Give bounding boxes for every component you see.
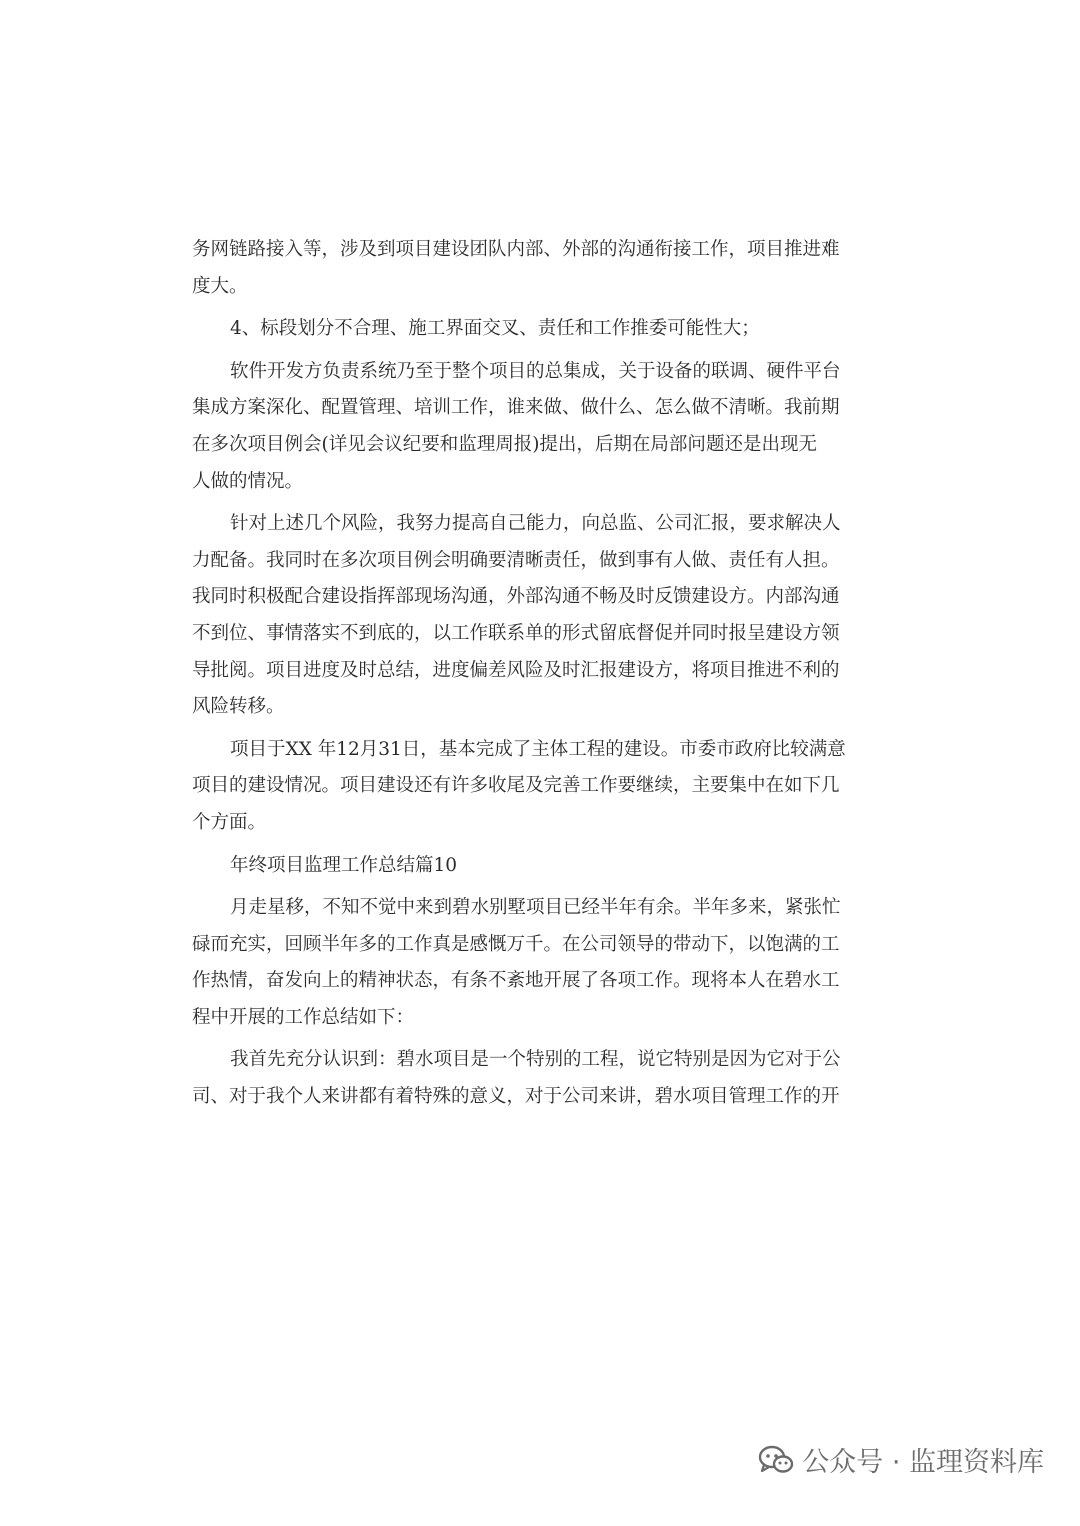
text-line: 程中开展的工作总结如下： bbox=[192, 1006, 415, 1028]
text-line: 月走星移，不知不觉中来到碧水别墅项目已经半年有余。半年多来，紧张忙 bbox=[230, 897, 841, 919]
text-line: 作热情，奋发向上的精神状态，有条不紊地开展了各项工作。现将本人在碧水工 bbox=[192, 970, 840, 992]
text-line: 针对上述几个风险，我努力提高自己能力，向总监、公司汇报，要求解决人 bbox=[230, 513, 841, 535]
text-line: 项目于XX 年12月31日，基本完成了主体工程的建设。市委市政府比较满意 bbox=[230, 738, 846, 760]
document-body bbox=[192, 232, 882, 1116]
wechat-icon bbox=[758, 1445, 794, 1475]
text-line: 软件开发方负责系统乃至于整个项目的总集成，关于设备的联调、硬件平台 bbox=[230, 360, 841, 382]
section-heading: 年终项目监理工作总结篇10 bbox=[230, 854, 458, 876]
text-line: 个方面。 bbox=[192, 811, 267, 833]
text-line: 碌而充实，回顾半年多的工作真是感慨万千。在公司领导的带动下，以饱满的工 bbox=[192, 933, 840, 955]
watermark bbox=[758, 1440, 1044, 1479]
text-line: 4、标段划分不合理、施工界面交叉、责任和工作推委可能性大； bbox=[230, 318, 760, 340]
text-line: 度大。 bbox=[192, 275, 248, 297]
text-line: 不到位、事情落实不到底的，以工作联系单的形式留底督促并同时报呈建设方领 bbox=[192, 622, 840, 644]
text-line: 人做的情况。 bbox=[192, 470, 304, 492]
text-line: 导批阅。项目进度及时总结，进度偏差风险及时汇报建设方，将项目推进不利的 bbox=[192, 659, 840, 681]
text-line: 我首先充分认识到：碧水项目是一个特别的工程，说它特别是因为它对于公 bbox=[230, 1049, 841, 1071]
text-line: 我同时积极配合建设指挥部现场沟通，外部沟通不畅及时反馈建设方。内部沟通 bbox=[192, 586, 840, 608]
text-line: 集成方案深化、配置管理、培训工作，谁来做、做什么、怎么做不清晰。我前期 bbox=[192, 397, 840, 419]
text-line: 司、对于我个人来讲都有着特殊的意义，对于公司来讲，碧水项目管理工作的开 bbox=[192, 1086, 840, 1108]
text-line: 项目的建设情况。项目建设还有许多收尾及完善工作要继续，主要集中在如下几 bbox=[192, 775, 840, 797]
watermark-text: 公众号 · 监理资料库 bbox=[802, 1447, 1044, 1478]
text-line: 在多次项目例会(详见会议纪要和监理周报)提出，后期在局部问题还是出现无 bbox=[192, 433, 817, 455]
text-line: 风险转移。 bbox=[192, 696, 285, 718]
text-line: 务网链路接入等，涉及到项目建设团队内部、外部的沟通衔接工作，项目推进难 bbox=[192, 239, 840, 260]
text-line: 力配备。我同时在多次项目例会明确要清晰责任，做到事有人做、责任有人担。 bbox=[192, 549, 840, 571]
